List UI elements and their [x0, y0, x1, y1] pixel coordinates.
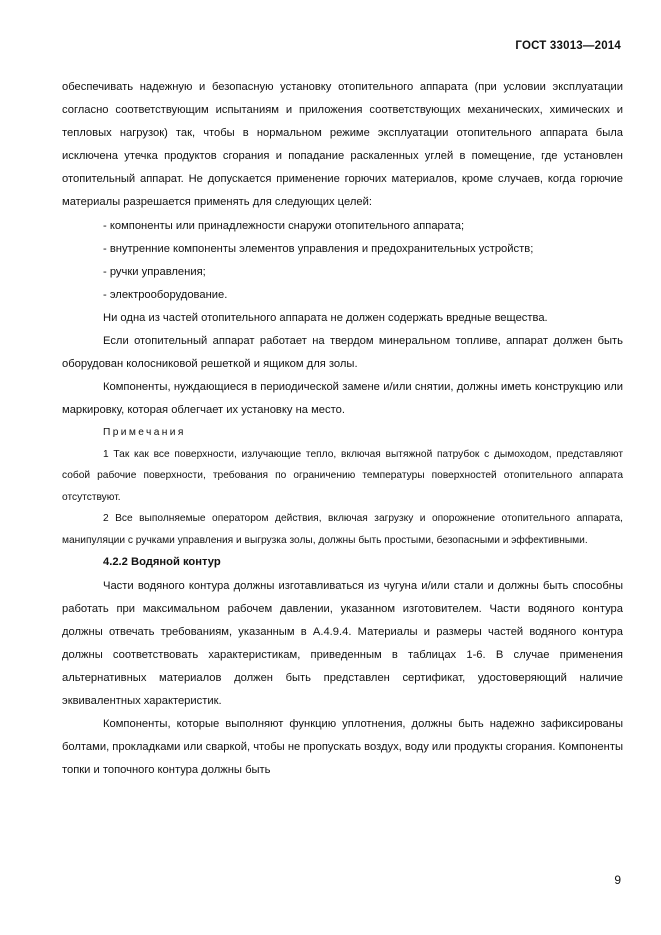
page-number: 9	[614, 873, 621, 887]
paragraph: обеспечивать надежную и безопасную установку отопительного аппарата (при условии эксплуатации согласно соответствующим испытаниям и приложения соответствующих механических, химических и тепловых нагрузок) так, чтобы в нормальном режиме эксплуатации отопительного аппарата была исключена утечка продуктов сгорания и попадание раскаленных углей в помещение, где установлен отопительный аппарат. Не допускается применение горючих материалов, кроме случаев, когда горючие материалы разрешается применять для следующих целей:	[62, 81, 623, 209]
document-code: ГОСТ 33013—2014	[515, 40, 621, 52]
notes-title: Примечания	[103, 427, 186, 439]
page-body	[62, 76, 623, 782]
note: 1 Так как все поверхности, излучающие тепло, включая вытяжной патрубок с дымоходом, представляют собой рабочие поверхности, требования по ограничению температуры поверхностей отопительного аппарата отсутствуют.	[62, 448, 623, 503]
list-item: - электрооборудование.	[103, 288, 228, 301]
paragraph: Части водяного контура должны изготавливаться из чугуна и/или стали и должны быть способны работать при максимальном рабочем давлении, указанном изготовителем. Части водяного контура должны отвечать требованиям, указанным в А.4.9.4. Материалы и размеры частей водяного контура должны соответствовать характеристикам, приведенным в таблицах 1-6. В случае применения альтернативных материалов должен быть представлен сертификат, удостоверяющий наличие эквивалентных характеристик.	[62, 579, 623, 707]
list-item: - внутренние компоненты элементов управления и предохранительных устройств;	[103, 242, 534, 255]
list-item: - ручки управления;	[103, 265, 206, 278]
paragraph: Если отопительный аппарат работает на твердом минеральном топливе, аппарат должен быть оборудован колосниковой решеткой и ящиком для золы.	[62, 335, 623, 371]
materials-list	[62, 215, 623, 307]
note: 2 Все выполняемые оператором действия, включая загрузку и опорожнение отопительного аппарата, манипуляции с ручками управления и выгрузка золы, должны быть простыми, безопасными и эффективными.	[62, 513, 623, 546]
paragraph: Компоненты, нуждающиеся в периодической замене и/или снятии, должны иметь конструкцию или маркировку, которая облегчает их установку на место.	[62, 381, 623, 417]
list-item: - компоненты или принадлежности снаружи отопительного аппарата;	[103, 219, 465, 232]
paragraph: Ни одна из частей отопительного аппарата не должен содержать вредные вещества.	[103, 311, 548, 324]
section-heading: 4.2.2 Водяной контур	[103, 556, 221, 569]
paragraph: Компоненты, которые выполняют функцию уплотнения, должны быть надежно зафиксированы болтами, прокладками или сваркой, чтобы не пропускать воздух, воду или продукты сгорания. Компоненты топки и топочного контура должны быть	[62, 718, 623, 777]
